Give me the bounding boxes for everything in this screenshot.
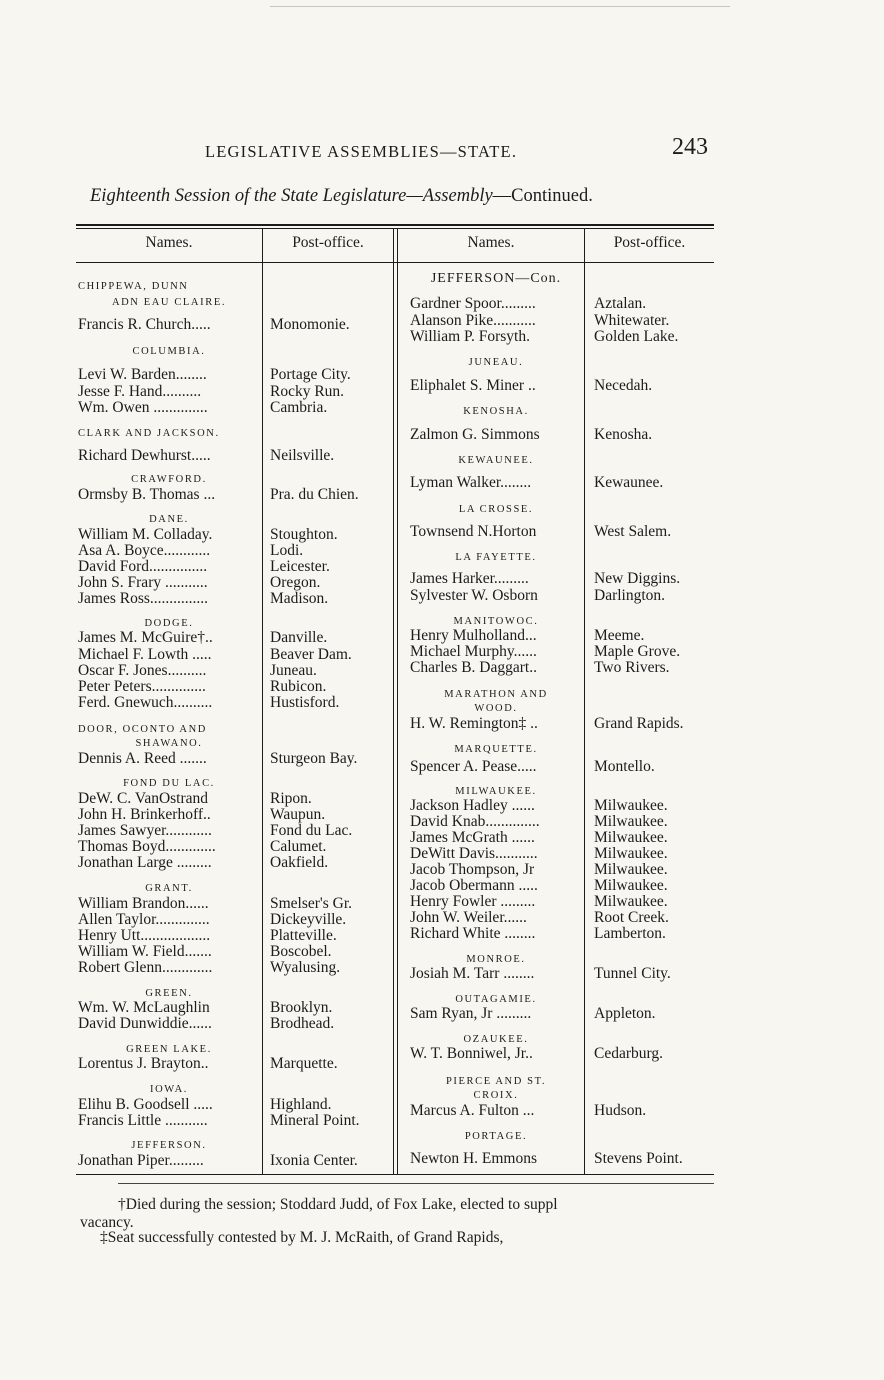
post-office: Smelser's Gr. (270, 895, 353, 912)
post-office: Stevens Point. (594, 1150, 683, 1167)
county-heading: WOOD. (474, 703, 518, 714)
member-name: John S. Frary ........... (78, 574, 208, 591)
member-name: Alanson Pike........... (410, 312, 536, 329)
post-office: West Salem. (594, 523, 672, 540)
member-name: Townsend N.Horton (410, 523, 537, 540)
member-name: John W. Weiler...... (410, 909, 527, 926)
member-name: Ormsby B. Thomas ... (78, 486, 216, 503)
header-names-left: Names. (145, 234, 193, 251)
post-office: Milwaukee. (594, 829, 668, 846)
member-name: William P. Forsyth. (410, 328, 530, 345)
member-name: Richard Dewhurst..... (78, 447, 211, 464)
member-name: Henry Fowler ......... (410, 893, 536, 910)
county-heading: PORTAGE. (464, 1131, 528, 1142)
member-name: Asa A. Boyce............ (78, 542, 211, 559)
post-office: Boscobel. (270, 943, 332, 960)
member-name: Henry Mulholland... (410, 627, 537, 644)
post-office: Kenosha. (594, 426, 653, 443)
post-office: Mineral Point. (270, 1112, 360, 1129)
member-name: David Ford............... (78, 558, 208, 575)
post-office: New Diggins. (594, 570, 681, 587)
post-office: Whitewater. (594, 312, 670, 329)
post-office: Highland. (270, 1096, 332, 1113)
subtitle (90, 186, 710, 207)
table-top-rule-2 (76, 228, 714, 229)
member-name: Eliphalet S. Miner .. (410, 377, 536, 394)
county-heading: PIERCE AND ST. (445, 1076, 547, 1087)
county-heading: GREEN LAKE. (126, 1044, 212, 1055)
member-name: James McGrath ...... (410, 829, 535, 846)
county-heading: MARQUETTE. (454, 744, 538, 755)
top-rule (270, 6, 730, 7)
post-office: Meeme. (594, 627, 645, 644)
post-office: Rocky Run. (270, 383, 345, 400)
member-name: David Dunwiddie...... (78, 1015, 212, 1032)
county-heading: CLARK AND JACKSON. (78, 428, 220, 439)
post-office: Milwaukee. (594, 813, 668, 830)
member-name: DeW. C. VanOstrand (78, 790, 209, 807)
member-name: Marcus A. Fulton ... (410, 1102, 535, 1119)
county-heading: DANE. (149, 514, 189, 525)
county-heading: LA CROSSE. (458, 504, 534, 515)
post-office: Platteville. (270, 927, 337, 944)
subtitle-italic: Eighteenth Session of the State Legislature—Assembly (90, 186, 493, 206)
member-name: Robert Glenn............. (78, 959, 213, 976)
member-name: William M. Colladay. (78, 526, 213, 543)
post-office: Darlington. (594, 587, 666, 604)
table-top-rule-1 (76, 224, 714, 226)
member-name: Allen Taylor.............. (78, 911, 210, 928)
county-heading: OZAUKEE. (463, 1034, 529, 1045)
post-office: Beaver Dam. (270, 646, 352, 663)
member-name: Jacob Obermann ..... (410, 877, 538, 894)
member-name: Sam Ryan, Jr ......... (410, 1005, 532, 1022)
post-office: Milwaukee. (594, 893, 668, 910)
footnote-double-dagger: ‡Seat successfully contested by M. J. McRaith, of Grand Rapids, (100, 1229, 504, 1246)
member-name: W. T. Bonniwel, Jr.. (410, 1045, 533, 1062)
member-name: Elihu B. Goodsell ..... (78, 1096, 213, 1113)
col-divider-center-1 (393, 228, 394, 1174)
post-office: Rubicon. (270, 678, 327, 695)
post-office: Tunnel City. (594, 965, 671, 982)
county-heading: MARATHON AND (444, 689, 548, 700)
post-office: Milwaukee. (594, 877, 668, 894)
header-post-right: Post-office. (613, 234, 686, 251)
member-name: James Harker......... (410, 570, 529, 587)
county-heading: DOOR, OCONTO AND (78, 724, 207, 735)
county-heading: MANITOWOC. (453, 616, 539, 627)
member-name: Zalmon G. Simmons (410, 426, 540, 443)
member-name: Charles B. Daggart.. (410, 659, 537, 676)
member-name: Dennis A. Reed ....... (78, 750, 207, 767)
post-office: Golden Lake. (594, 328, 679, 345)
post-office: Brooklyn. (270, 999, 333, 1016)
county-heading: FOND DU LAC. (123, 778, 215, 789)
member-name: Peter Peters.............. (78, 678, 206, 695)
running-head: LEGISLATIVE ASSEMBLIES—STATE. (205, 142, 518, 161)
county-heading: ADN EAU CLAIRE. (111, 297, 227, 308)
member-name: James Ross............... (78, 590, 209, 607)
post-office: Marquette. (270, 1055, 338, 1072)
county-heading: KENOSHA. (463, 406, 529, 417)
member-name: David Knab.............. (410, 813, 540, 830)
post-office: Two Rivers. (594, 659, 670, 676)
member-name: Francis Little ........... (78, 1112, 208, 1129)
post-office: Necedah. (594, 377, 653, 394)
post-office: Kewaunee. (594, 474, 664, 491)
member-name: Levi W. Barden........ (78, 366, 207, 383)
county-heading: MILWAUKEE. (455, 786, 537, 797)
member-name: Jackson Hadley ...... (410, 797, 535, 814)
member-name: John H. Brinkerhoff.. (78, 806, 211, 823)
post-office: Stoughton. (270, 526, 338, 543)
post-office: Fond du Lac. (270, 822, 353, 839)
post-office: Waupun. (270, 806, 326, 823)
post-office: Aztalan. (594, 295, 647, 312)
post-office: Portage City. (270, 366, 351, 383)
post-office: Hustisford. (270, 694, 340, 711)
member-name: Josiah M. Tarr ........ (410, 965, 535, 982)
member-name: Jonathan Piper......... (78, 1152, 204, 1169)
post-office: Appleton. (594, 1005, 656, 1022)
header-bottom-rule (76, 262, 714, 263)
member-name: Sylvester W. Osborn (410, 587, 538, 604)
member-name: Michael Murphy...... (410, 643, 537, 660)
post-office: Leicester. (270, 558, 330, 575)
member-name: Gardner Spoor......... (410, 295, 536, 312)
county-heading: LA FAYETTE. (455, 552, 537, 563)
member-name: Thomas Boyd............. (78, 838, 216, 855)
member-name: Francis R. Church..... (78, 316, 211, 333)
member-name: Lorentus J. Brayton.. (78, 1055, 209, 1072)
member-name: Spencer A. Pease..... (410, 758, 537, 775)
county-heading: GRANT. (145, 883, 193, 894)
member-name: H. W. Remington‡ .. (410, 715, 538, 732)
county-heading: KEWAUNEE. (458, 455, 534, 466)
post-office: Lamberton. (594, 925, 666, 942)
post-office: Madison. (270, 590, 329, 607)
post-office: Cambria. (270, 399, 328, 416)
county-heading: JEFFERSON—Con. (430, 271, 562, 286)
post-office: Juneau. (270, 662, 317, 679)
col-divider-right (584, 228, 585, 1174)
member-name: Jonathan Large ......... (78, 854, 212, 871)
post-office: Calumet. (270, 838, 327, 855)
post-office: Lodi. (270, 542, 304, 559)
county-heading: COLUMBIA. (132, 346, 206, 357)
post-office: Brodhead. (270, 1015, 335, 1032)
member-name: William Brandon...... (78, 895, 209, 912)
post-office: Danville. (270, 629, 328, 646)
county-heading: CROIX. (473, 1090, 519, 1101)
post-office: Milwaukee. (594, 797, 668, 814)
post-office: Sturgeon Bay. (270, 750, 358, 767)
table-bottom-rule (76, 1174, 714, 1175)
county-heading: JEFFERSON. (131, 1140, 207, 1151)
post-office: Cedarburg. (594, 1045, 664, 1062)
footnote-rule (118, 1183, 714, 1184)
header-names-right: Names. (467, 234, 515, 251)
county-heading: JUNEAU. (468, 357, 524, 368)
col-divider-center-2 (397, 228, 398, 1174)
member-name: Wm. W. McLaughlin (78, 999, 210, 1016)
member-name: Michael F. Lowth ..... (78, 646, 212, 663)
post-office: Maple Grove. (594, 643, 681, 660)
header-post-left: Post-office. (292, 234, 364, 251)
post-office: Pra. du Chien. (270, 486, 359, 503)
post-office: Wyalusing. (270, 959, 341, 976)
member-name: Jesse F. Hand.......... (78, 383, 202, 400)
member-name: Wm. Owen .............. (78, 399, 208, 416)
post-office: Grand Rapids. (594, 715, 684, 732)
county-heading: OUTAGAMIE. (455, 994, 537, 1005)
county-heading: SHAWANO. (135, 738, 203, 749)
post-office: Dickeyville. (270, 911, 347, 928)
county-heading: GREEN. (145, 988, 193, 999)
post-office: Oakfield. (270, 854, 329, 871)
post-office: Hudson. (594, 1102, 647, 1119)
member-name: Jacob Thompson, Jr (410, 861, 535, 878)
post-office: Neilsville. (270, 447, 335, 464)
member-name: Newton H. Emmons (410, 1150, 538, 1167)
post-office: Monomonie. (270, 316, 350, 333)
subtitle-continued: —Continued. (492, 186, 593, 206)
page-number: 243 (672, 134, 708, 160)
footnote-dagger: †Died during the session; Stoddard Judd, of Fox Lake, elected to suppl (118, 1196, 558, 1213)
post-office: Ixonia Center. (270, 1152, 358, 1169)
county-heading: CHIPPEWA, DUNN (78, 281, 189, 292)
member-name: William W. Field....... (78, 943, 212, 960)
county-heading: MONROE. (466, 954, 526, 965)
county-heading: CRAWFORD. (131, 474, 207, 485)
member-name: Ferd. Gnewuch.......... (78, 694, 213, 711)
post-office: Ripon. (270, 790, 312, 807)
post-office: Milwaukee. (594, 845, 668, 862)
post-office: Milwaukee. (594, 861, 668, 878)
county-heading: DODGE. (144, 618, 194, 629)
member-name: James M. McGuire†.. (78, 629, 213, 646)
post-office: Montello. (594, 758, 655, 775)
member-name: Lyman Walker........ (410, 474, 532, 491)
post-office: Root Creek. (594, 909, 669, 926)
member-name: Richard White ........ (410, 925, 536, 942)
col-divider-left (262, 228, 263, 1174)
member-name: Henry Utt.................. (78, 927, 211, 944)
member-name: DeWitt Davis........... (410, 845, 538, 862)
member-name: Oscar F. Jones.......... (78, 662, 207, 679)
footnote-dagger-cont: vacancy. (80, 1214, 134, 1231)
post-office: Oregon. (270, 574, 321, 591)
county-heading: IOWA. (149, 1084, 189, 1095)
member-name: James Sawyer............ (78, 822, 212, 839)
